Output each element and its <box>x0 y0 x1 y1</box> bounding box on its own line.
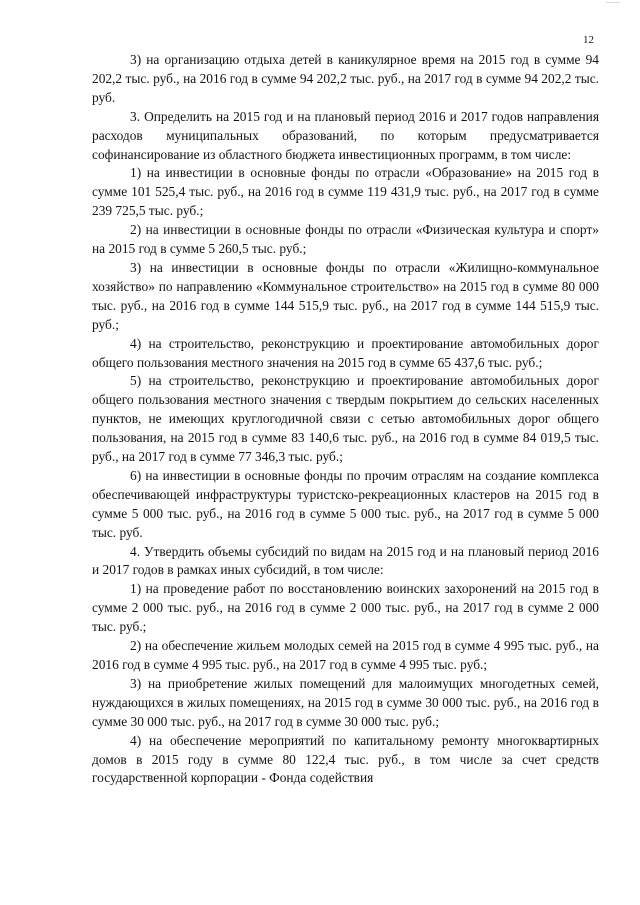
scan-edge-mark <box>606 2 620 3</box>
paragraph-section3-item3: 3) на организацию отдыха детей в каникулярное время на 2015 год в сумме 94 202,2 тыс. руб., на 2016 год в сумме 94 202,2 тыс. руб., на 2017 год в сумме 94 202,2 тыс. руб. <box>92 52 599 105</box>
paragraph-investment-item1: 1) на инвестиции в основные фонды по отрасли «Образование» на 2015 год в сумме 101 525,4 тыс. руб., на 2016 год в сумме 119 431,9 тыс. руб., на 2017 год в сумме 239 725,5 тыс. руб.; <box>92 165 599 219</box>
paragraph-investment-item4: 4) на строительство, реконструкцию и проектирование автомобильных дорог общего пользования местного значения на 2015 год в сумме 65 437,6 тыс. руб.; <box>92 335 599 370</box>
document-body <box>92 51 599 788</box>
paragraph-section3: 3. Определить на 2015 год и на плановый период 2016 и 2017 годов направления расходов муниципальных образований, по которым предусматривается софинансирование из областного бюджета инвестиционных программ, в том числе: <box>92 108 599 162</box>
paragraph-investment-item6: 6) на инвестиции в основные фонды по прочим отраслям на создание комплекса обеспечивающей инфраструктуры туристско-рекреационных кластеров на 2015 год в сумме 5 000 тыс. руб., на 2016 год в сумме 5 000 тыс. руб., на 2017 год в сумме 5 000 тыс. руб. <box>92 467 599 540</box>
paragraph-investment-item3: 3) на инвестиции в основные фонды по отрасли «Жилищно-коммунальное хозяйство» по направлению «Коммунальное строительство» на 2015 год в сумме 80 000 тыс. руб., на 2016 год в сумме 144 515,9 тыс. руб., на 2017 год в сумме 144 515,9 тыс. руб.; <box>92 259 599 332</box>
paragraph-subsidy-item2: 2) на обеспечение жильем молодых семей на 2015 год в сумме 4 995 тыс. руб., на 2016 год в сумме 4 995 тыс. руб., на 2017 год в сумме 4 995 тыс. руб.; <box>92 638 599 672</box>
paragraph-investment-item2: 2) на инвестиции в основные фонды по отрасли «Физическая культура и спорт» на 2015 год в сумме 5 260,5 тыс. руб.; <box>92 222 599 257</box>
page-number: 12 <box>583 34 594 46</box>
paragraph-section4: 4. Утвердить объемы субсидий по видам на 2015 год и на плановый период 2016 и 2017 годов в рамках иных субсидий, в том числе: <box>92 543 599 578</box>
paragraph-subsidy-item3: 3) на приобретение жилых помещений для малоимущих многодетных семей, нуждающихся в жилых помещениях, на 2015 год в сумме 30 000 тыс. руб., на 2016 год в сумме 30 000 тыс. руб., на 2017 год в сумме 30 000 тыс. руб.; <box>92 675 599 729</box>
paragraph-investment-item5: 5) на строительство, реконструкцию и проектирование автомобильных дорог общего пользования местного значения с твердым покрытием до сельских населенных пунктов, не имеющих круглогодичной связи с сетью автомобильных дорог общего пользования, на 2015 год в сумме 83 140,6 тыс. руб., на 2016 год в сумме 84 019,5 тыс. руб., на 2017 год в сумме 77 346,3 тыс. руб.; <box>92 373 599 465</box>
paragraph-subsidy-item4: 4) на обеспечение мероприятий по капитальному ремонту многоквартирных домов в 2015 году в сумме 80 122,4 тыс. руб., в том числе за счет средств государственной корпорации - Фонда содействия <box>92 732 599 786</box>
paragraph-subsidy-item1: 1) на проведение работ по восстановлению воинских захоронений на 2015 год в сумме 2 000 тыс. руб., на 2016 год в сумме 2 000 тыс. руб., на 2017 год в сумме 2 000 тыс. руб.; <box>92 581 599 635</box>
